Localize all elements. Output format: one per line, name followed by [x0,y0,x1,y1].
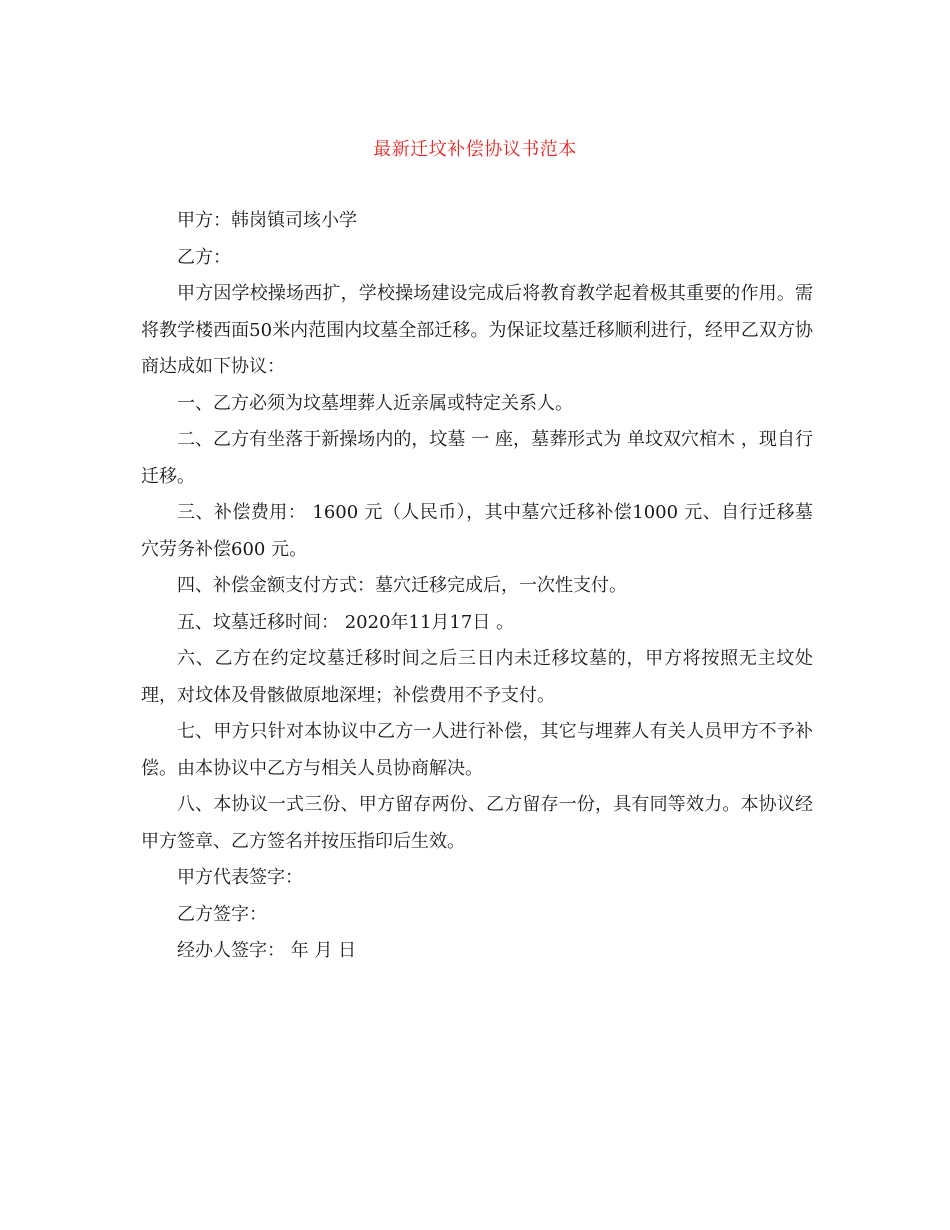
clause-8: 八、本协议一式三份、甲方留存两份、乙方留存一份，具有同等效力。本协议经甲方签章、乙方签名并按压指印后生效。 [141,794,813,852]
clause-3: 三、补偿费用： 1600 元（人民币），其中墓穴迁移补偿1000 元、自行迁移墓穴劳务补偿600 元。 [141,502,813,560]
clause-4: 四、补偿金额支付方式：墓穴迁移完成后，一次性支付。 [177,575,627,596]
clause-7: 七、甲方只针对本协议中乙方一人进行补偿，其它与埋葬人有关人员甲方不予补偿。由本协议中乙方与相关人员协商解决。 [141,721,813,779]
party-a-line: 甲方：韩岗镇司垓小学 [177,210,357,231]
party-a-signature-line: 甲方代表签字： [177,867,303,888]
handler-signature-date-line: 经办人签字： 年 月 日 [177,940,357,961]
clause-5: 五、坟墓迁移时间： 2020年11月17日 。 [177,611,515,633]
clause-1: 一、乙方必须为坟墓埋葬人近亲属或特定关系人。 [177,392,573,414]
clause-6: 六、乙方在约定坟墓迁移时间之后三日内未迁移坟墓的，甲方将按照无主坟处理，对坟体及骨骸做原地深埋；补偿费用不予支付。 [141,648,813,706]
document-body [141,203,813,970]
party-b-line: 乙方： [177,246,231,268]
document-title: 最新迁坟补偿协议书范本 [373,139,577,160]
clause-2: 二、乙方有坐落于新操场内的，坟墓 一 座，墓葬形式为 单坟双穴棺木 ，现自行迁移。 [141,429,813,487]
preamble-paragraph: 甲方因学校操场西扩，学校操场建设完成后将教育教学起着极其重要的作用。需将教学楼西面50米内范围内坟墓全部迁移。为保证坟墓迁移顺利进行，经甲乙双方协商达成如下协议： [141,283,813,377]
party-b-signature-line: 乙方签字： [177,903,267,925]
